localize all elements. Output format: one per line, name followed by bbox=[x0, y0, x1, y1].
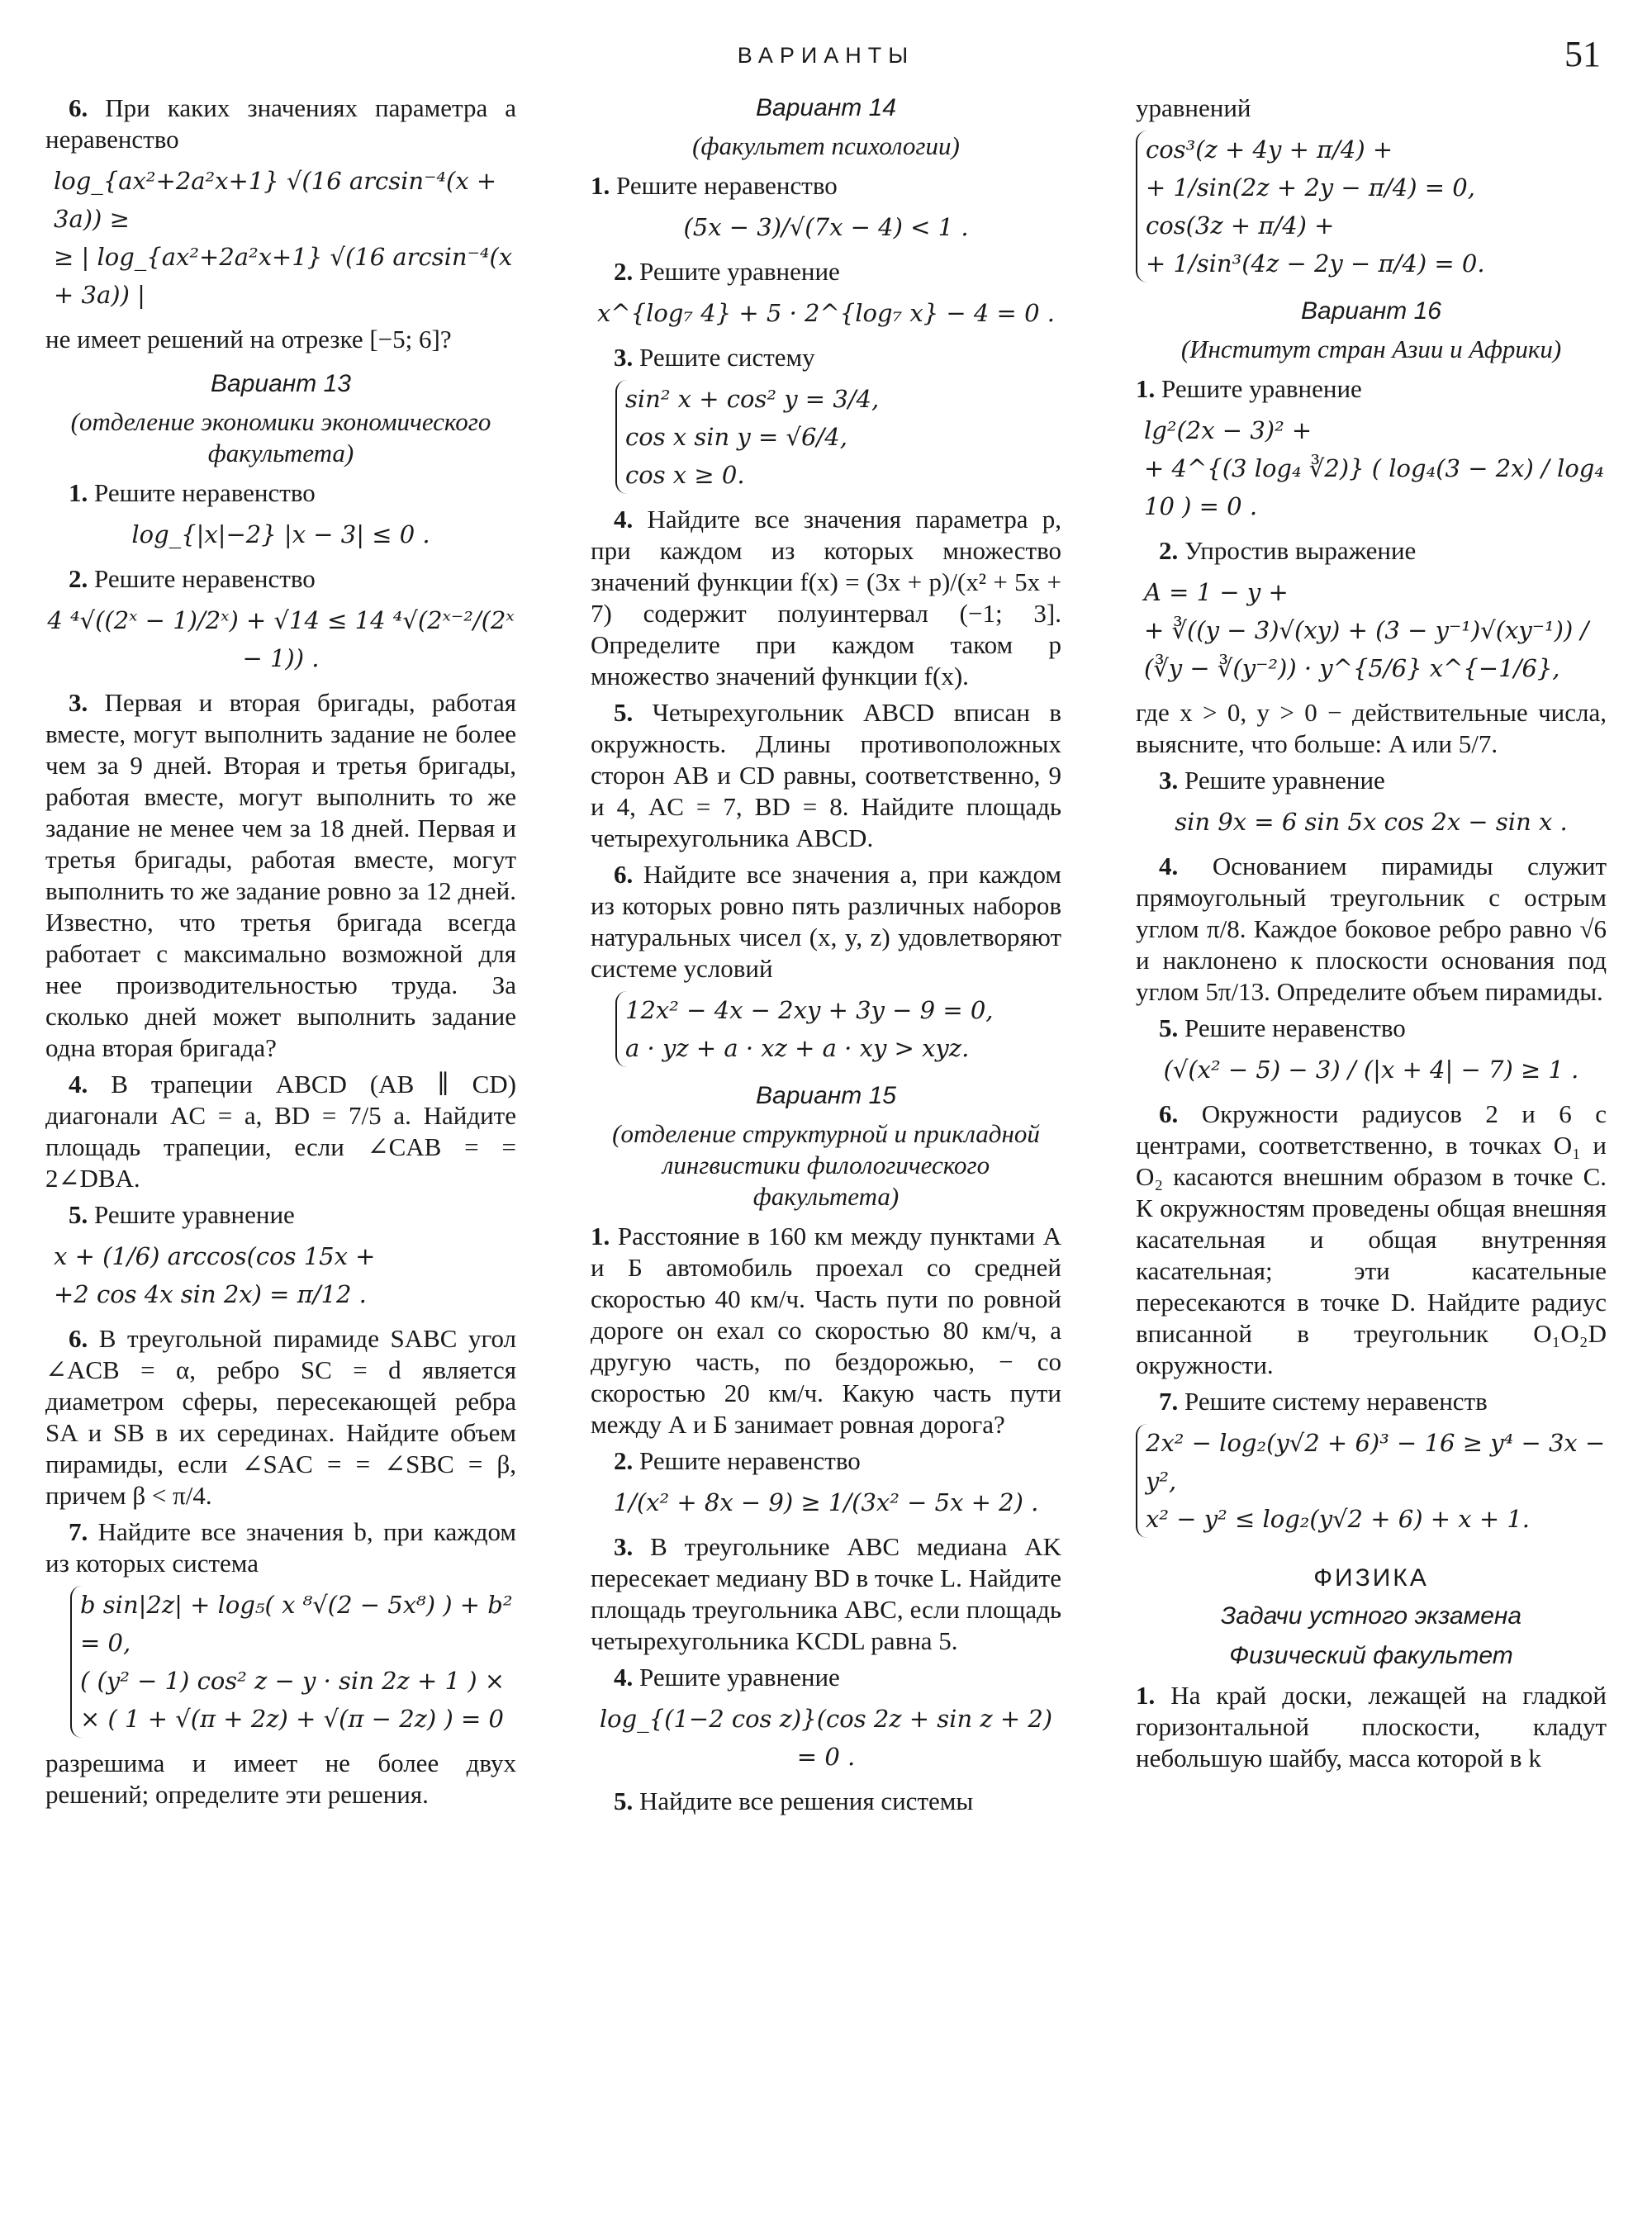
problem-6 bbox=[1136, 1099, 1607, 1381]
problem-formula: 4 ⁴√((2ˣ − 1)/2ˣ) + √14 ≤ 14 ⁴√(2ˣ⁻²/(2ˣ − 1)) . bbox=[47, 606, 522, 672]
problem-text: Решите уравнение bbox=[1161, 374, 1362, 403]
variant-subtitle: (факультет психологии) bbox=[692, 131, 960, 160]
problem-4 bbox=[591, 504, 1061, 692]
problem-number: 6. bbox=[69, 93, 88, 122]
problem-number: 1. bbox=[591, 1222, 610, 1250]
problem-text: Четырехугольник ABCD вписан в окружность. Длины противоположных сторон AB и CD равны, соответственно, 9 и 4, AC = 7, BD = 8. Найдите площадь четырехугольника ABCD. bbox=[591, 698, 1062, 852]
variant-title: Вариант 15 bbox=[756, 1082, 896, 1109]
problem-text: Найдите все значения параметра p, при каждом из которых множество значений функции f(x) = (3x + p)/(x² + 5x + 7) содержит полуинтервал (−1; 3]. Определите при каждом таком p множество значений функции f(x). bbox=[591, 505, 1062, 690]
problem-text: Решите систему неравенств bbox=[1184, 1387, 1488, 1416]
problem-1 bbox=[45, 477, 516, 553]
problem-text: В треугольной пирамиде SABC угол ∠ACB = α, ребро SC = d является диаметром сферы, пересекающей ребра SA и SB в их серединах. Найдите объем пирамиды, если ∠SAC = = ∠SBC = β, причем β < π/4. bbox=[45, 1324, 517, 1510]
problem-text: Решите уравнение bbox=[94, 1200, 295, 1229]
problem-4 bbox=[45, 1069, 516, 1194]
problem-formula: cos³(z + 4y + π/4) + + 1/sin(2z + 2y − π/4) = 0, cos(3z + π/4) + + 1/sin³(4z − 2y − π/4) = 0. bbox=[1136, 130, 1607, 282]
problem-text: Решите неравенство bbox=[1184, 1013, 1406, 1042]
problem-text: уравнений bbox=[1136, 93, 1251, 122]
problem-text: Найдите все значения a, при каждом из которых ровно пять различных наборов натуральных чисел (x, y, z) удовлетворяют системе условий bbox=[591, 860, 1061, 983]
problem-2 bbox=[1136, 535, 1607, 760]
column-left bbox=[45, 93, 522, 1815]
problem-text: При каких значениях параметра a неравенство bbox=[45, 93, 516, 154]
problem-text: Решите систему bbox=[639, 343, 815, 372]
problem-formula: log_{ax²+2a²x+1} √(16 arcsin⁻⁴(x + 3a)) ≥ ≥ | log_{ax²+2a²x+1} √(16 arcsin⁻⁴(x + 3a)) | bbox=[54, 167, 513, 309]
problem-text: Упростив выражение bbox=[1184, 536, 1417, 565]
problem-number: 6. bbox=[614, 860, 634, 889]
variant-title: Вариант 14 bbox=[756, 94, 896, 121]
problem-formula: sin 9x = 6 sin 5x cos 2x − sin x . bbox=[1175, 808, 1568, 836]
variant-subtitle: (отделение экономики экономического факультета) bbox=[70, 407, 491, 467]
problem-text: Первая и вторая бригады, работая вместе, могут выполнить задание не более чем за 9 дней. Вторая и третья бригады, работая вместе, могут выполнить то же задание не менее чем за 18 дней. Первая и третья бригады, работая вместе, могут выполнить то же задание ровно за 12 дней. Известно, что третья бригада всегда работает с максимально возможной для нее производительностью труда. За сколько дней может выполнить задание одна вторая бригада? bbox=[45, 688, 516, 1062]
problem-formula: log_{|x|−2} |x − 3| ≤ 0 . bbox=[131, 520, 430, 548]
section-subtitle: Задачи устного экзамена bbox=[1220, 1602, 1522, 1630]
problem-number: 3. bbox=[1159, 766, 1179, 795]
problem-5-continued bbox=[1136, 93, 1607, 282]
problem-text: Решите неравенство bbox=[94, 478, 316, 507]
problem-number: 1. bbox=[591, 171, 610, 200]
problem-1 bbox=[1136, 373, 1607, 525]
problem-formula: (√(x² − 5) − 3) / (|x + 4| − 7) ≥ 1 . bbox=[1163, 1056, 1579, 1084]
problem-number: 2. bbox=[614, 257, 634, 286]
problem-2 bbox=[591, 256, 1061, 332]
problem-number: 6. bbox=[69, 1324, 88, 1353]
problem-number: 7. bbox=[69, 1517, 88, 1546]
problem-6 bbox=[591, 859, 1061, 1067]
problem-5 bbox=[591, 697, 1061, 854]
problem-text: Окружности радиусов 2 и 6 с центрами, соответственно, в точках O₁ и O₂ касаются внешним образом в точке C. К окружностям проведены общая внешняя касательная и общая внутренняя касательная; эти касательные пересекаются в точке D. Найдите радиус вписанной в треугольник O₁O₂D окружности. bbox=[1136, 1099, 1607, 1379]
problem-1 bbox=[591, 170, 1061, 246]
problem-number: 3. bbox=[614, 1532, 634, 1561]
variant-subtitle: (Институт стран Азии и Африки) bbox=[1180, 335, 1562, 363]
problem-2 bbox=[591, 1445, 1061, 1521]
problem-formula: 2x² − log₂(y√2 + 6)³ − 16 ≥ y⁴ − 3x − y², x² − y² ≤ log₂(y√2 + 6) + x + 1. bbox=[1136, 1424, 1607, 1538]
section-title: ФИЗИКА bbox=[1313, 1564, 1429, 1592]
problem-number: 2. bbox=[1159, 536, 1179, 565]
problem-number: 1. bbox=[1136, 374, 1156, 403]
problem-number: 1. bbox=[1136, 1681, 1156, 1710]
problem-formula: 1/(x² + 8x − 9) ≥ 1/(3x² − 5x + 2) . bbox=[613, 1488, 1039, 1516]
section-subtitle: Физический факультет bbox=[1229, 1642, 1513, 1669]
problem-number: 1. bbox=[69, 478, 88, 507]
page-number: 51 bbox=[1564, 34, 1601, 74]
problem-text-tail: разрешима и имеет не более двух решений; определите эти решения. bbox=[45, 1749, 516, 1809]
problem-formula: 12x² − 4x − 2xy + 3y − 9 = 0, a · yz + a · xz + a · xy > xyz. bbox=[615, 991, 1061, 1067]
problem-5 bbox=[591, 1786, 1061, 1817]
problem-text: Найдите все значения b, при каждом из которых система bbox=[45, 1517, 516, 1578]
column-right bbox=[1136, 93, 1607, 1779]
problem-formula: A = 1 − y + + ∛((y − 3)√(xy) + (3 − y⁻¹)√(xy⁻¹)) / (∛y − ∛(y⁻²)) · y^{5/6} x^{−1/6}, bbox=[1144, 578, 1589, 682]
problem-number: 5. bbox=[69, 1200, 88, 1229]
problem-6 bbox=[45, 1323, 516, 1511]
problem-text: Найдите все решения системы bbox=[639, 1787, 974, 1815]
problem-text: Решите уравнение bbox=[639, 257, 840, 286]
problem-2 bbox=[45, 563, 522, 677]
variant-title: Вариант 16 bbox=[1301, 297, 1441, 325]
problem-formula: b sin|2z| + log₅( x ⁸√(2 − 5x⁸) ) + b² = 0, ( (y² − 1) cos² z − y · sin 2z + 1 ) × × ( 1 + √(π + 2z) + √(π − 2z) ) = 0 bbox=[70, 1586, 516, 1738]
problem-number: 5. bbox=[1159, 1013, 1179, 1042]
problem-number: 2. bbox=[69, 564, 88, 593]
problem-formula: log_{(1−2 cos z)}(cos 2z + sin z + 2) = 0 . bbox=[599, 1705, 1061, 1771]
problem-text: В треугольнике ABC медиана AK пересекает медиану BD в точке L. Найдите площадь треугольника ABC, если площадь четырехугольника KCDL равна 5. bbox=[591, 1532, 1062, 1655]
physics-problem-1 bbox=[1136, 1680, 1607, 1774]
problem-text: На край доски, лежащей на гладкой горизонтальной плоскости, кладут небольшую шайбу, масса которой в k bbox=[1136, 1681, 1607, 1772]
problem-number: 5. bbox=[614, 698, 634, 727]
problem-text: Решите уравнение bbox=[1184, 766, 1385, 795]
problem-formula: x + (1/6) arccos(cos 15x + +2 cos 4x sin 2x) = π/12 . bbox=[54, 1242, 376, 1308]
problem-number: 7. bbox=[1159, 1387, 1179, 1416]
problem-4 bbox=[591, 1662, 1061, 1776]
problem-formula: sin² x + cos² y = 3/4, cos x sin y = √6/4, cos x ≥ 0. bbox=[615, 380, 1061, 494]
problem-number: 4. bbox=[614, 505, 634, 534]
problem-text: Расстояние в 160 км между пунктами А и Б автомобиль проехал со средней скоростью 40 км/ч. Часть пути по ровной дороге он ехал со скоростью 80 км/ч, а другую часть, по бездорожью, − со скоростью 20 км/ч. Какую часть пути между А и Б занимает ровная дорога? bbox=[591, 1222, 1061, 1439]
problem-1 bbox=[591, 1221, 1061, 1440]
problem-text: Основанием пирамиды служит прямоугольный треугольник с острым углом π/8. Каждое боковое ребро равно √6 и наклонено к плоскости основания под углом 5π/13. Определите объем пирамиды. bbox=[1136, 852, 1607, 1006]
running-head: ВАРИАНТЫ bbox=[737, 43, 915, 68]
problem-3 bbox=[1136, 765, 1607, 841]
problem-5 bbox=[1136, 1013, 1607, 1089]
problem-text: Решите неравенство bbox=[639, 1446, 861, 1475]
problem-number: 4. bbox=[1159, 852, 1179, 880]
problem-formula: (5x − 3)/√(7x − 4) < 1 . bbox=[683, 213, 969, 241]
problem-formula: x^{log₇ 4} + 5 · 2^{log₇ x} − 4 = 0 . bbox=[597, 299, 1055, 327]
problem-number: 3. bbox=[614, 343, 634, 372]
problem-5 bbox=[45, 1199, 516, 1313]
problem-3 bbox=[591, 342, 1061, 494]
problem-number: 3. bbox=[69, 688, 88, 717]
problem-number: 2. bbox=[614, 1446, 634, 1475]
variant-title: Вариант 13 bbox=[211, 370, 351, 397]
problem-text: Решите неравенство bbox=[94, 564, 316, 593]
column-middle bbox=[591, 93, 1061, 1822]
problem-text-tail: где x > 0, y > 0 − действительные числа, выясните, что больше: A или 5/7. bbox=[1136, 698, 1607, 758]
problem-number: 4. bbox=[69, 1070, 88, 1099]
problem-number: 5. bbox=[614, 1787, 634, 1815]
variant-subtitle: (отделение структурной и прикладной лингвистики филологического факультета) bbox=[612, 1119, 1040, 1211]
problem-number: 6. bbox=[1159, 1099, 1179, 1128]
problem-4 bbox=[1136, 851, 1607, 1008]
problem-text-tail: не имеет решений на отрезке [−5; 6]? bbox=[45, 325, 452, 354]
problem-text: В трапеции ABCD (AB ∥ CD) диагонали AC = a, BD = 7/5 a. Найдите площадь трапеции, если ∠CAB = = 2∠DBA. bbox=[45, 1070, 517, 1193]
problem-7 bbox=[1136, 1386, 1607, 1538]
problem-text: Решите уравнение bbox=[639, 1663, 840, 1692]
problem-7 bbox=[45, 1516, 516, 1810]
problem-3 bbox=[45, 687, 516, 1064]
problem-3 bbox=[591, 1531, 1061, 1657]
problem-text: Решите неравенство bbox=[616, 171, 838, 200]
problem-6-prev bbox=[45, 93, 516, 355]
problem-number: 4. bbox=[614, 1663, 634, 1692]
problem-formula: lg²(2x − 3)² + + 4^{(3 log₄ ∛2)} ( log₄(3 − 2x) / log₄ 10 ) = 0 . bbox=[1144, 416, 1604, 520]
